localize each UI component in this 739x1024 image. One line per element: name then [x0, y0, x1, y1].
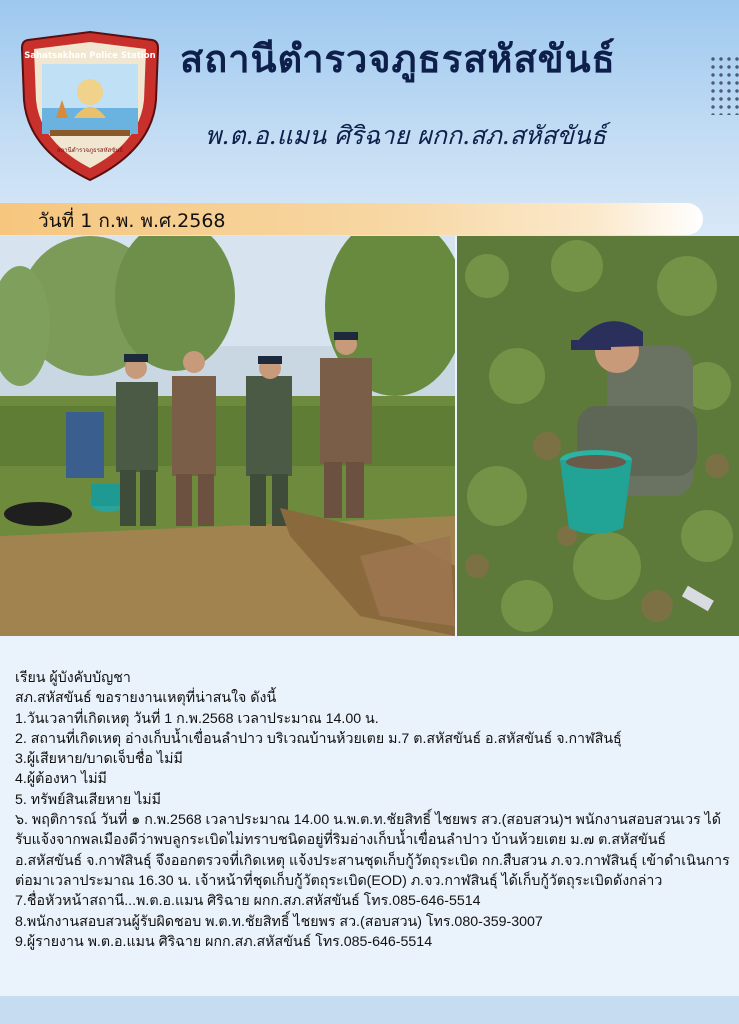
header-banner: [0, 0, 739, 236]
eod-officer-with-bucket-photo: [457, 236, 739, 636]
report-line-investigator: 8.พนักงานสอบสวนผู้รับผิดชอบ พ.ต.ท.ชัยสิทธิ์ ไชยพร สว.(สอบสวน) โทร.080-359-3007: [15, 913, 543, 930]
badge-bottom-text: สถานีตำรวจภูธรสหัสขันธ์: [56, 147, 124, 154]
report-line-intro: สภ.สหัสขันธ์ ขอรายงานเหตุที่น่าสนใจ ดังนี้: [15, 690, 277, 707]
report-line-victim: 3.ผู้เสียหาย/บาดเจ็บชื่อ ไม่มี: [15, 751, 183, 768]
commander-signature-line: พ.ต.อ.แมน ศิริฉาย ผกก.สภ.สหัสขันธ์: [205, 121, 607, 150]
date-bar: [0, 203, 703, 235]
report-date: วันที่ 1 ก.พ. พ.ศ.2568: [38, 210, 226, 232]
police-station-badge-logo: [20, 30, 160, 182]
report-line-damage: 5. ทรัพย์สินเสียหาย ไม่มี: [15, 791, 162, 808]
station-title: สถานีตำรวจภูธรสหัสขันธ์: [180, 36, 616, 81]
report-line-location: 2. สถานที่เกิดเหตุ อ่างเก็บน้ำเขื่อนลำปาว บริเวณบ้านห้วยเตย ม.7 ต.สหัสขันธ์ อ.สหัสขันธ์ จ.กาฬสินธุ์: [15, 730, 622, 747]
report-line-reporter: 9.ผู้รายงาน พ.ต.อ.แมน ศิริฉาย ผกก.สภ.สหัสขันธ์ โทร.085-646-5514: [15, 933, 433, 950]
report-line-station-head: 7.ชื่อหัวหน้าสถานี...พ.ต.อ.แมน ศิริฉาย ผกก.สภ.สหัสขันธ์ โทร.085-646-5514: [15, 893, 481, 910]
report-line-suspect: 4.ผู้ต้องหา ไม่มี: [15, 771, 107, 788]
incident-report-text: [15, 668, 730, 952]
badge-top-text: Sahatsakhan Police Station: [24, 51, 156, 61]
report-line-salutation: เรียน ผู้บังคับบัญชา: [15, 670, 131, 686]
report-line-datetime: 1.วันเวลาที่เกิดเหตุ วันที่ 1 ก.พ.2568 เวลาประมาณ 14.00 น.: [15, 710, 379, 727]
footer-band: [0, 996, 739, 1024]
officers-at-reservoir-photo: [0, 236, 455, 636]
report-line-circumstances: ๖. พฤติการณ์ วันที่ ๑ ก.พ.2568 เวลาประมาณ 14.00 น.พ.ต.ท.ชัยสิทธิ์ ไชยพร สว.(สอบสวน)ฯ พนักงานสอบสวนเวร ได้รับแจ้งจากพลเมืองดีว่าพบลูกระเบิดไม่ทราบชนิดอยู่ที่ริมอ่างเก็บน้ำเขื่อนลำปาว บ้านห้วยเตย ม.๗ ต.สหัสขันธ์ อ.สหัสขันธ์ จ.กาฬสินธุ์ จึงออกตรวจที่เกิดเหตุ แจ้งประสานชุดเก็บกู้วัตถุระเบิด กก.สืบสวน ภ.จว.กาฬสินธุ์ เข้าดำเนินการ ต่อมาเวลาประมาณ 16.30 น. เจ้าหน้าที่ชุดเก็บกู้วัตถุระเบิด(EOD) ภ.จว.กาฬสินธุ์ ได้เก็บกู้วัตถุระเบิดดังกล่าว: [15, 812, 730, 889]
